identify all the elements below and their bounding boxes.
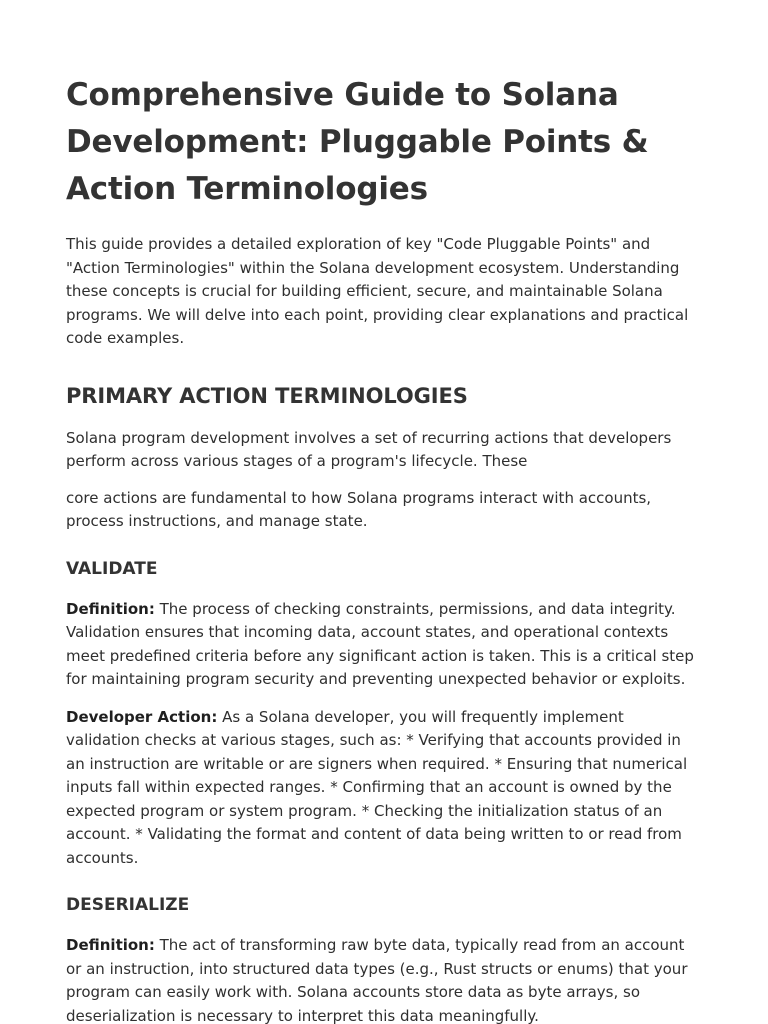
- section-heading-primary-action-terminologies: PRIMARY ACTION TERMINOLOGIES: [66, 383, 468, 408]
- validate-definition: [66, 598, 702, 692]
- intro-paragraph: This guide provides a detailed exploration of key "Code Pluggable Points" and "Action Terminologies" within the Solana development ecosystem. Understanding these concepts is crucial for building efficient, secure, and maintainable Solana programs. We will delve into each point, providing clear explanations and practical code examples.: [66, 235, 689, 347]
- deserialize-definition-label: Definition:: [66, 936, 155, 954]
- page-title: Comprehensive Guide to Solana Development: Pluggable Points & Action Terminologies: [66, 77, 649, 207]
- deserialize-definition: [66, 934, 702, 1024]
- subheading-deserialize: DESERIALIZE: [66, 895, 190, 915]
- deserialize-definition-text: The act of transforming raw byte data, typically read from an account or an instruction, into structured data types (e.g., Rust structs or enums) that your program can easily work with. Solana accounts store data as byte arrays, so deserialization is necessary to interpret this data meaningfully.: [66, 936, 688, 1024]
- section-paragraph-1: Solana program development involves a set of recurring actions that developers perform across various stages of a program's lifecycle. These: [66, 428, 672, 470]
- validate-developer-action-label: Developer Action:: [66, 707, 218, 726]
- validate-definition-text: The process of checking constraints, permissions, and data integrity. Validation ensures that incoming data, account states, and operational contexts meet predefined criteria before any significant action is taken. This is a critical step for maintaining program security and preventing unexpected behavior or exploits.: [66, 599, 694, 688]
- validate-developer-action-text: As a Solana developer, you will frequently implement validation checks at various stages, such as: * Verifying that accounts provided in an instruction are writable or are signers when required. * Ensuring that numerical inputs fall within expected ranges. * Confirming that an account is owned by the expected program or system program. * Checking the initialization status of an account. * Validating the format and content of data being written to or read from accounts.: [66, 707, 688, 867]
- subheading-validate: VALIDATE: [66, 558, 158, 579]
- validate-definition-label: Definition:: [66, 599, 155, 618]
- validate-developer-action: [66, 706, 702, 871]
- section-paragraph-2: core actions are fundamental to how Solana programs interact with accounts, process instructions, and manage state.: [66, 488, 652, 530]
